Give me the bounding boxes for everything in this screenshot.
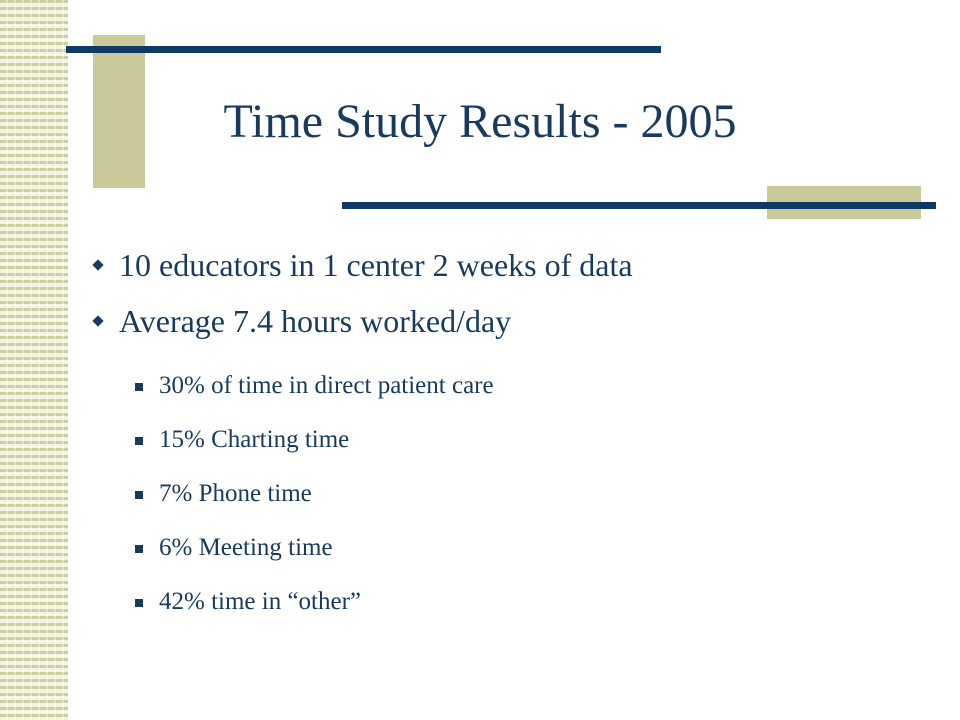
sub-bullet-item — [134, 532, 494, 564]
slide-title: Time Study Results - 2005 — [223, 95, 737, 148]
top-rule-line — [66, 46, 661, 53]
bottom-rule-line — [342, 202, 936, 209]
sub-bullet-text: 6% Meeting time — [159, 534, 333, 561]
square-bullet-icon — [135, 437, 143, 445]
square-bullet-icon — [135, 599, 143, 607]
diamond-bullet-icon — [92, 259, 103, 270]
square-bullet-icon — [135, 545, 143, 553]
bullet-text: 10 educators in 1 center 2 weeks of data — [119, 247, 633, 283]
sub-bullet-text: 42% time in “other” — [159, 588, 362, 615]
bullet-item — [91, 301, 911, 341]
sub-bullet-item — [134, 424, 494, 456]
sub-bullet-text: 15% Charting time — [159, 426, 350, 453]
sub-bullet-item — [134, 478, 494, 510]
bullet-text: Average 7.4 hours worked/day — [119, 303, 512, 339]
square-bullet-icon — [135, 383, 143, 391]
sub-bullet-text: 7% Phone time — [159, 480, 312, 507]
sub-bullet-item — [134, 586, 494, 618]
bullet-list — [91, 245, 911, 357]
sub-bullet-list — [134, 370, 494, 640]
sub-bullet-item — [134, 370, 494, 402]
sub-bullet-text: 30% of time in direct patient care — [159, 372, 494, 399]
bullet-item — [91, 245, 911, 285]
diamond-bullet-icon — [92, 315, 103, 326]
square-bullet-icon — [135, 491, 143, 499]
